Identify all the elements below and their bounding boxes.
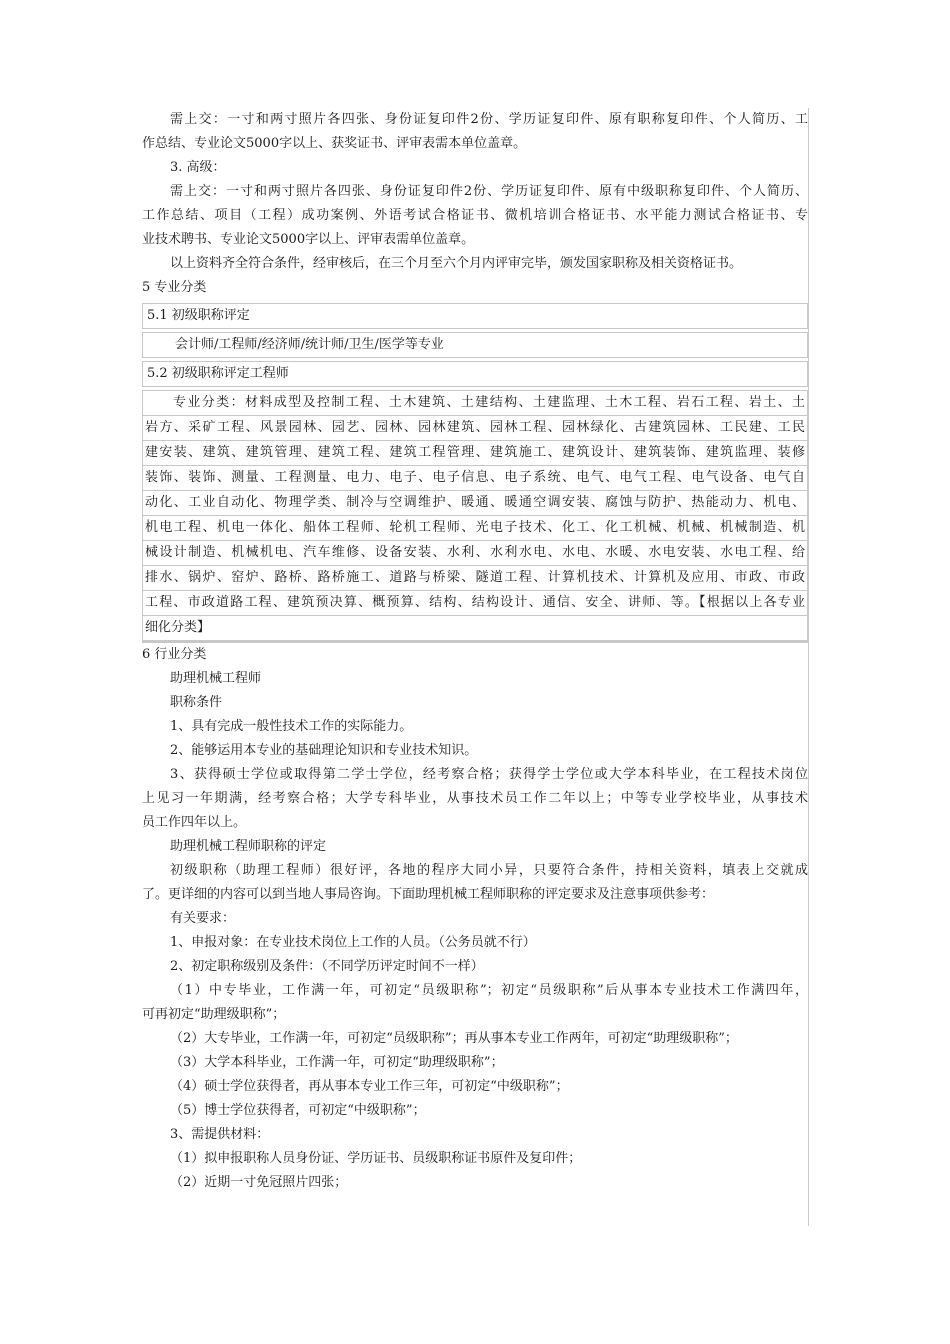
requirement-2-4: （4）硕士学位获得者，再从事本专业工作三年，可初定“中级职称”； (170, 1079, 569, 1094)
specialty-line: 细化分类】 (143, 616, 807, 642)
condition-3-line3: 员工作四年以上。 (142, 815, 247, 830)
senior-requirements-line2: 工作总结、项目（工程）成功案例、外语考试合格证书、微机培训合格证书、水平能力测试合格证书、专 (142, 208, 808, 223)
assistant-mech-engineer-title: 助理机械工程师 (170, 671, 262, 686)
condition-2: 2、能够运用本专业的基础理论知识和专业技术知识。 (170, 743, 478, 758)
senior-requirements-line1: 需上交：一寸和两寸照片各四张、身份证复印件2份、学历证复印件、原有中级职称复印件、个人简历、 (170, 184, 808, 199)
requirement-3-2: （2）近期一寸免冠照片四张； (170, 1175, 348, 1190)
submission-requirements-line2: 作总结、专业论文5000字以上、获奖证书、评审表需本单位盖章。 (142, 136, 527, 151)
requirement-2-1-line2: 可再初定“助理级职称”； (142, 1007, 286, 1022)
requirement-2-1-line1: （1）中专毕业，工作满一年，可初定“员级职称”；初定“员级职称”后从事本专业技术工作满四年， (170, 983, 808, 998)
section-6-heading: 6 行业分类 (142, 647, 207, 662)
document-page (142, 108, 809, 1226)
senior-requirements-line3: 业技术聘书、专业论文5000字以上、评审表需单位盖章。 (142, 232, 475, 247)
section-5-1-heading: 5.1 初级职称评定 (142, 303, 808, 329)
completion-note: 以上资料齐全符合条件，经审核后，在三个月至六个月内评审完毕，颁发国家职称及相关资格证书。 (170, 256, 743, 271)
specialty-line: 专业分类：材料成型及控制工程、土木建筑、土建结构、土建监理、土木工程、岩石工程、岩土、土 (143, 391, 807, 416)
evaluation-line1: 初级职称（助理工程师）很好评，各地的程序大同小异，只要符合条件，持相关资料，填表上交就成 (170, 863, 808, 878)
requirement-1: 1、申报对象：在专业技术岗位上工作的人员。（公务员就不行） (170, 935, 536, 950)
senior-level-heading: 3. 高级： (170, 160, 226, 175)
specialty-line: 建安装、建筑、建筑管理、建筑工程、建筑工程管理、建筑施工、建筑设计、建筑装饰、建筑监理、装修 (143, 441, 807, 466)
specialty-line: 机电工程、机电一体化、船体工程师、轮机工程师、光电子技术、化工、化工机械、机械、机械制造、机 (143, 516, 807, 541)
condition-3-line2: 上见习一年期满，经考察合格；大学专科毕业，从事技术员工作二年以上；中等专业学校毕业，从事技术 (142, 791, 808, 806)
requirements-title: 有关要求： (170, 911, 236, 926)
requirement-2: 2、初定职称级别及条件：（不同学历评定时间不一样） (170, 959, 484, 974)
specialty-line: 排水、锅炉、窑炉、路桥、路桥施工、道路与桥梁、隧道工程、计算机技术、计算机及应用、市政、市政 (143, 566, 807, 591)
qualification-conditions-title: 职称条件 (170, 695, 223, 710)
specialty-line: 岩方、采矿工程、风景园林、园艺、园林、园林建筑、园林工程、园林绿化、古建筑园林、工民建、工民 (143, 416, 807, 441)
specialty-line: 械设计制造、机械机电、汽车维修、设备安装、水利、水利水电、水电、水暖、水电安装、水电工程、给 (143, 541, 807, 566)
condition-1: 1、具有完成一般性技术工作的实际能力。 (170, 719, 413, 734)
specialty-list (142, 390, 808, 643)
condition-3-line1: 3、获得硕士学位或取得第二学士学位，经考察合格；获得学士学位或大学本科毕业，在工程技术岗位 (170, 767, 808, 782)
specialty-line: 动化、工业自动化、物理学类、制冷与空调维护、暖通、暖通空调安装、腐蚀与防护、热能动力、机电、 (143, 491, 807, 516)
section-5-2-heading: 5.2 初级职称评定工程师 (142, 361, 808, 387)
evaluation-line2: 了。更详细的内容可以到当地人事局咨询。下面助理机械工程师职称的评定要求及注意事项供参考： (142, 887, 715, 902)
requirement-2-3: （3）大学本科毕业，工作满一年，可初定“助理级职称”； (170, 1055, 504, 1070)
specialty-line: 装饰、装饰、测量、工程测量、电力、电子、电子信息、电子系统、电气、电气工程、电气设备、电气自 (143, 466, 807, 491)
section-5-heading: 5 专业分类 (142, 280, 207, 295)
evaluation-title: 助理机械工程师职称的评定 (170, 839, 327, 854)
specialty-line: 工程、市政道路工程、建筑预决算、概预算、结构、结构设计、通信、安全、讲师、等。【根据以上各专业 (143, 591, 807, 616)
requirement-3: 3、需提供材料： (170, 1127, 270, 1142)
requirement-2-2: （2）大专毕业，工作满一年，可初定“员级职称”；再从事本专业工作两年，可初定“助理级职称”； (170, 1031, 738, 1046)
requirement-3-1: （1）拟申报职称人员身份证、学历证书、员级职称证书原件及复印件； (170, 1151, 582, 1166)
submission-requirements-line1: 需上交：一寸和两寸照片各四张、身份证复印件2份、学历证复印件、原有职称复印件、个人简历、工 (170, 112, 808, 127)
section-5-1-body: 会计师/工程师/经济师/统计师/卫生/医学等专业 (142, 332, 808, 358)
requirement-2-5: （5）博士学位获得者，可初定“中级职称”； (170, 1103, 426, 1118)
